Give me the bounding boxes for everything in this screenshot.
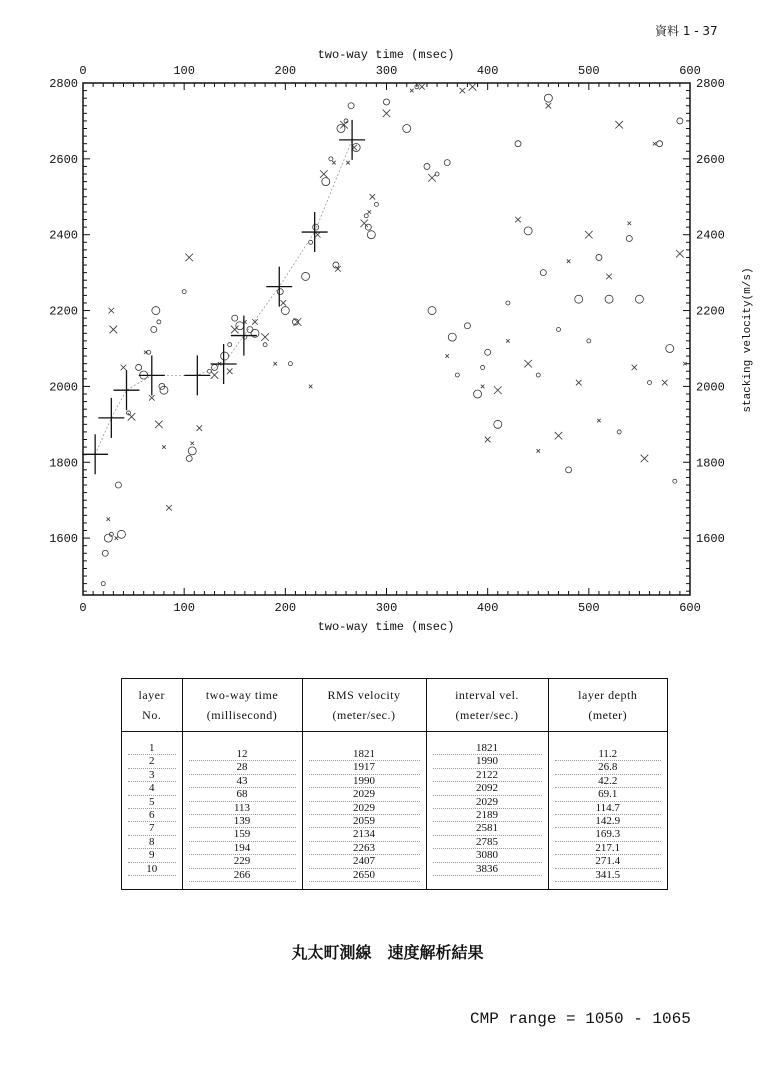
x-tick-label-top: 100: [173, 64, 195, 78]
picked-velocity-cross: [302, 212, 328, 252]
table-cell: 159: [189, 828, 296, 841]
y-tick-label-left: 2600: [49, 152, 78, 167]
picked-velocity-cross: [211, 344, 237, 384]
point-circle: [329, 157, 333, 161]
point-circle: [263, 343, 267, 347]
x-tick-label-bottom: 600: [679, 601, 701, 615]
velocity-function-line: [95, 140, 352, 454]
point-circle: [348, 103, 354, 109]
table-cell: 9: [128, 849, 176, 862]
point-circle: [474, 390, 482, 398]
point-circle: [352, 143, 360, 151]
x-tick-label-top: 300: [375, 64, 398, 78]
point-circle: [515, 141, 521, 147]
point-cross: [197, 425, 203, 431]
point-cross: [555, 432, 563, 440]
point-circle: [212, 364, 218, 370]
point-circle: [188, 447, 196, 455]
point-circle: [596, 254, 602, 260]
point-circle: [428, 307, 436, 315]
table-cell: 3: [128, 769, 176, 782]
point-circle: [322, 178, 330, 186]
document-reference: 資料 1 - 37: [655, 24, 718, 38]
point-circle: [540, 270, 546, 276]
point-circle: [101, 582, 105, 586]
point-cross: [273, 362, 277, 366]
point-cross: [567, 259, 571, 263]
point-cross: [309, 385, 313, 389]
layer-table: [121, 678, 668, 890]
point-circle: [337, 125, 345, 133]
point-circle: [444, 160, 450, 166]
x-tick-label-top: 400: [476, 64, 499, 78]
point-cross: [662, 380, 668, 386]
table-cell: 10: [128, 863, 176, 876]
table-cell: 1990: [433, 755, 542, 768]
x-tick-label-bottom: 300: [375, 601, 398, 615]
header-layer-depth: layer depth (meter): [548, 679, 667, 732]
point-circle: [186, 455, 192, 461]
point-cross: [524, 360, 532, 368]
x-tick-label-top: 200: [274, 64, 297, 78]
point-cross: [585, 231, 593, 239]
point-circle: [102, 550, 108, 556]
point-circle: [677, 118, 683, 124]
point-circle: [626, 235, 632, 241]
point-cross: [641, 455, 649, 463]
header-interval-velocity: interval vel. (meter/sec.): [426, 679, 548, 732]
point-cross: [128, 413, 136, 421]
header-two-way-time: two-way time (millisecond): [182, 679, 302, 732]
table-cell: 2059: [309, 815, 420, 828]
table-cell: 2407: [309, 855, 420, 868]
point-circle: [277, 289, 283, 295]
table-cell: 114.7: [555, 802, 662, 815]
point-cross: [460, 88, 466, 94]
point-cross: [106, 517, 110, 521]
point-circle: [367, 231, 375, 239]
column-interval-velocity: [426, 732, 548, 890]
x-tick-label-top: 500: [578, 64, 600, 78]
point-circle: [302, 272, 310, 280]
picked-velocity-cross: [184, 355, 210, 395]
point-cross: [360, 220, 368, 228]
point-cross: [481, 385, 485, 389]
point-cross: [332, 161, 336, 165]
point-cross: [419, 84, 425, 90]
table-cell: 1: [128, 742, 176, 755]
point-cross: [469, 83, 477, 91]
table-cell: 194: [189, 842, 296, 855]
point-cross: [485, 437, 491, 443]
point-cross: [515, 217, 521, 223]
picked-velocity-cross: [231, 316, 257, 356]
point-cross: [115, 536, 119, 540]
point-cross: [149, 395, 155, 401]
point-circle: [384, 99, 390, 105]
point-cross: [155, 421, 163, 429]
point-cross: [536, 449, 540, 453]
point-cross: [506, 339, 510, 343]
point-circle: [448, 333, 456, 341]
point-circle: [566, 467, 572, 473]
table-cell: 169.3: [555, 828, 662, 841]
point-circle: [635, 295, 643, 303]
point-cross: [370, 194, 376, 200]
point-circle: [403, 125, 411, 133]
point-circle: [587, 339, 591, 343]
point-circle: [364, 214, 368, 218]
table-cell: 1990: [309, 775, 420, 788]
cmp-range: CMP range = 1050 - 1065: [470, 1010, 691, 1028]
table-cell: 3836: [433, 863, 542, 876]
point-circle: [313, 224, 319, 230]
point-circle: [152, 307, 160, 315]
y-tick-label-left: 2400: [49, 228, 78, 243]
point-circle: [104, 534, 112, 542]
point-circle: [424, 163, 430, 169]
point-cross: [632, 365, 638, 371]
point-circle: [556, 328, 560, 332]
point-circle: [232, 315, 238, 321]
point-cross: [410, 89, 414, 93]
point-cross: [546, 103, 552, 109]
table-cell: 2092: [433, 782, 542, 795]
point-circle: [157, 320, 161, 324]
y-tick-label-left: 2200: [49, 304, 78, 319]
point-cross: [606, 274, 612, 280]
table-cell: 266: [189, 869, 296, 882]
point-circle: [494, 420, 502, 428]
point-cross: [190, 441, 194, 445]
point-circle: [455, 373, 459, 377]
x-axis-label-bottom: two-way time (msec): [317, 620, 455, 634]
table-cell: 68: [189, 788, 296, 801]
point-circle: [182, 290, 186, 294]
point-cross: [211, 371, 219, 379]
point-cross: [185, 254, 193, 262]
y-tick-label-left: 2000: [49, 380, 78, 395]
picked-velocity-cross: [82, 434, 108, 474]
table-cell: 2189: [433, 809, 542, 822]
table-cell: 2029: [309, 788, 420, 801]
picked-velocity-cross: [266, 267, 292, 307]
x-tick-label-top: 600: [679, 64, 701, 78]
table-cell: 3080: [433, 849, 542, 862]
point-cross: [261, 333, 269, 341]
table-cell: 2785: [433, 836, 542, 849]
x-axis-label-top: two-way time (msec): [317, 48, 455, 62]
point-cross: [320, 170, 328, 178]
table-cell: 2581: [433, 822, 542, 835]
point-cross: [346, 161, 350, 165]
point-circle: [228, 343, 232, 347]
table-cell: 1821: [433, 742, 542, 755]
semblance-points: [101, 83, 687, 586]
point-cross: [110, 326, 118, 334]
point-cross: [281, 300, 287, 306]
point-circle: [374, 202, 378, 206]
table-cell: 142.9: [555, 815, 662, 828]
table-cell: 2650: [309, 869, 420, 882]
plot-frame: [83, 83, 690, 595]
x-tick-label-bottom: 200: [274, 601, 297, 615]
x-tick-label-bottom: 500: [578, 601, 600, 615]
table-cell: 5: [128, 796, 176, 809]
y-tick-label-right: 1600: [696, 532, 725, 547]
table-cell: 43: [189, 775, 296, 788]
x-tick-label-bottom: 0: [79, 601, 87, 615]
point-circle: [288, 362, 292, 366]
table-cell: 229: [189, 855, 296, 868]
point-circle: [575, 295, 583, 303]
table-cell: 1821: [309, 748, 420, 761]
y-tick-label-left: 2800: [49, 77, 78, 91]
y-tick-label-right: 2000: [696, 380, 725, 395]
point-cross: [494, 386, 502, 394]
point-circle: [617, 430, 621, 434]
table-cell: 8: [128, 836, 176, 849]
point-cross: [315, 232, 321, 238]
point-circle: [160, 386, 168, 394]
column-two-way-time: [182, 732, 302, 890]
point-cross: [166, 505, 172, 511]
table-cell: 2: [128, 755, 176, 768]
figure-caption: 丸太町測線 速度解析結果: [291, 943, 484, 962]
point-circle: [117, 530, 125, 538]
point-cross: [162, 445, 166, 449]
table-cell: 69.1: [555, 788, 662, 801]
tick-labels: [49, 64, 725, 615]
column-layer-depth: [548, 732, 667, 890]
x-tick-label-bottom: 100: [173, 601, 195, 615]
table-cell: 1917: [309, 761, 420, 774]
point-circle: [281, 307, 289, 315]
point-circle: [115, 482, 121, 488]
point-circle: [524, 227, 532, 235]
column-rms-velocity: [302, 732, 426, 890]
table-cell: 2122: [433, 769, 542, 782]
x-tick-label-bottom: 400: [476, 601, 499, 615]
point-circle: [127, 411, 131, 415]
y-tick-label-right: 1800: [696, 456, 725, 471]
table-cell: 42.2: [555, 775, 662, 788]
point-circle: [236, 322, 244, 330]
point-cross: [428, 174, 436, 182]
table-cell: 139: [189, 815, 296, 828]
table-cell: 113: [189, 802, 296, 815]
header-rms-velocity: RMS velocity (meter/sec.): [302, 679, 426, 732]
table-cell: 217.1: [555, 842, 662, 855]
column-layer-no: [122, 732, 182, 890]
point-circle: [648, 381, 652, 385]
point-cross: [368, 210, 372, 214]
point-circle: [536, 373, 540, 377]
table-cell: 7: [128, 822, 176, 835]
y-tick-label-right: 2200: [696, 304, 725, 319]
point-circle: [151, 327, 157, 333]
point-circle: [657, 141, 663, 147]
point-cross: [597, 419, 601, 423]
table-cell: 2029: [433, 796, 542, 809]
point-circle: [544, 94, 552, 102]
y-tick-label-right: 2400: [696, 228, 725, 243]
axis-ticks: [83, 83, 690, 595]
point-circle: [136, 364, 142, 370]
point-cross: [576, 380, 582, 386]
point-circle: [605, 295, 613, 303]
point-cross: [615, 121, 623, 129]
point-circle: [506, 301, 510, 305]
y-tick-label-right: 2800: [696, 77, 725, 91]
point-cross: [121, 365, 127, 371]
y-tick-label-right: 2600: [696, 152, 725, 167]
point-cross: [676, 250, 684, 258]
point-circle: [481, 365, 485, 369]
point-cross: [231, 326, 239, 334]
point-cross: [227, 368, 233, 374]
table-cell: 2134: [309, 828, 420, 841]
table-cell: 11.2: [555, 748, 662, 761]
point-cross: [445, 354, 449, 358]
y-tick-label-left: 1800: [49, 456, 78, 471]
x-tick-label-top: 0: [79, 64, 87, 78]
table-cell: 26.8: [555, 761, 662, 774]
point-cross: [653, 142, 657, 146]
point-circle: [485, 349, 491, 355]
picked-velocity-cross: [114, 370, 140, 410]
table-cell: 4: [128, 782, 176, 795]
point-circle: [464, 323, 470, 329]
y-axis-label-right: stacking velocity(m/s): [742, 267, 754, 413]
table-cell: 28: [189, 761, 296, 774]
table-cell: 2029: [309, 802, 420, 815]
table-cell: 2263: [309, 842, 420, 855]
point-circle: [666, 344, 674, 352]
point-circle: [673, 479, 677, 483]
table-cell: 341.5: [555, 869, 662, 882]
point-cross: [383, 110, 391, 118]
table-cell: 271.4: [555, 855, 662, 868]
y-tick-label-left: 1600: [49, 532, 78, 547]
picked-velocity-cross: [98, 398, 124, 438]
table-cell: 12: [189, 748, 296, 761]
table-cell: 6: [128, 809, 176, 822]
point-cross: [109, 308, 115, 314]
header-layer-no: layer No.: [122, 679, 182, 732]
point-cross: [628, 222, 632, 226]
